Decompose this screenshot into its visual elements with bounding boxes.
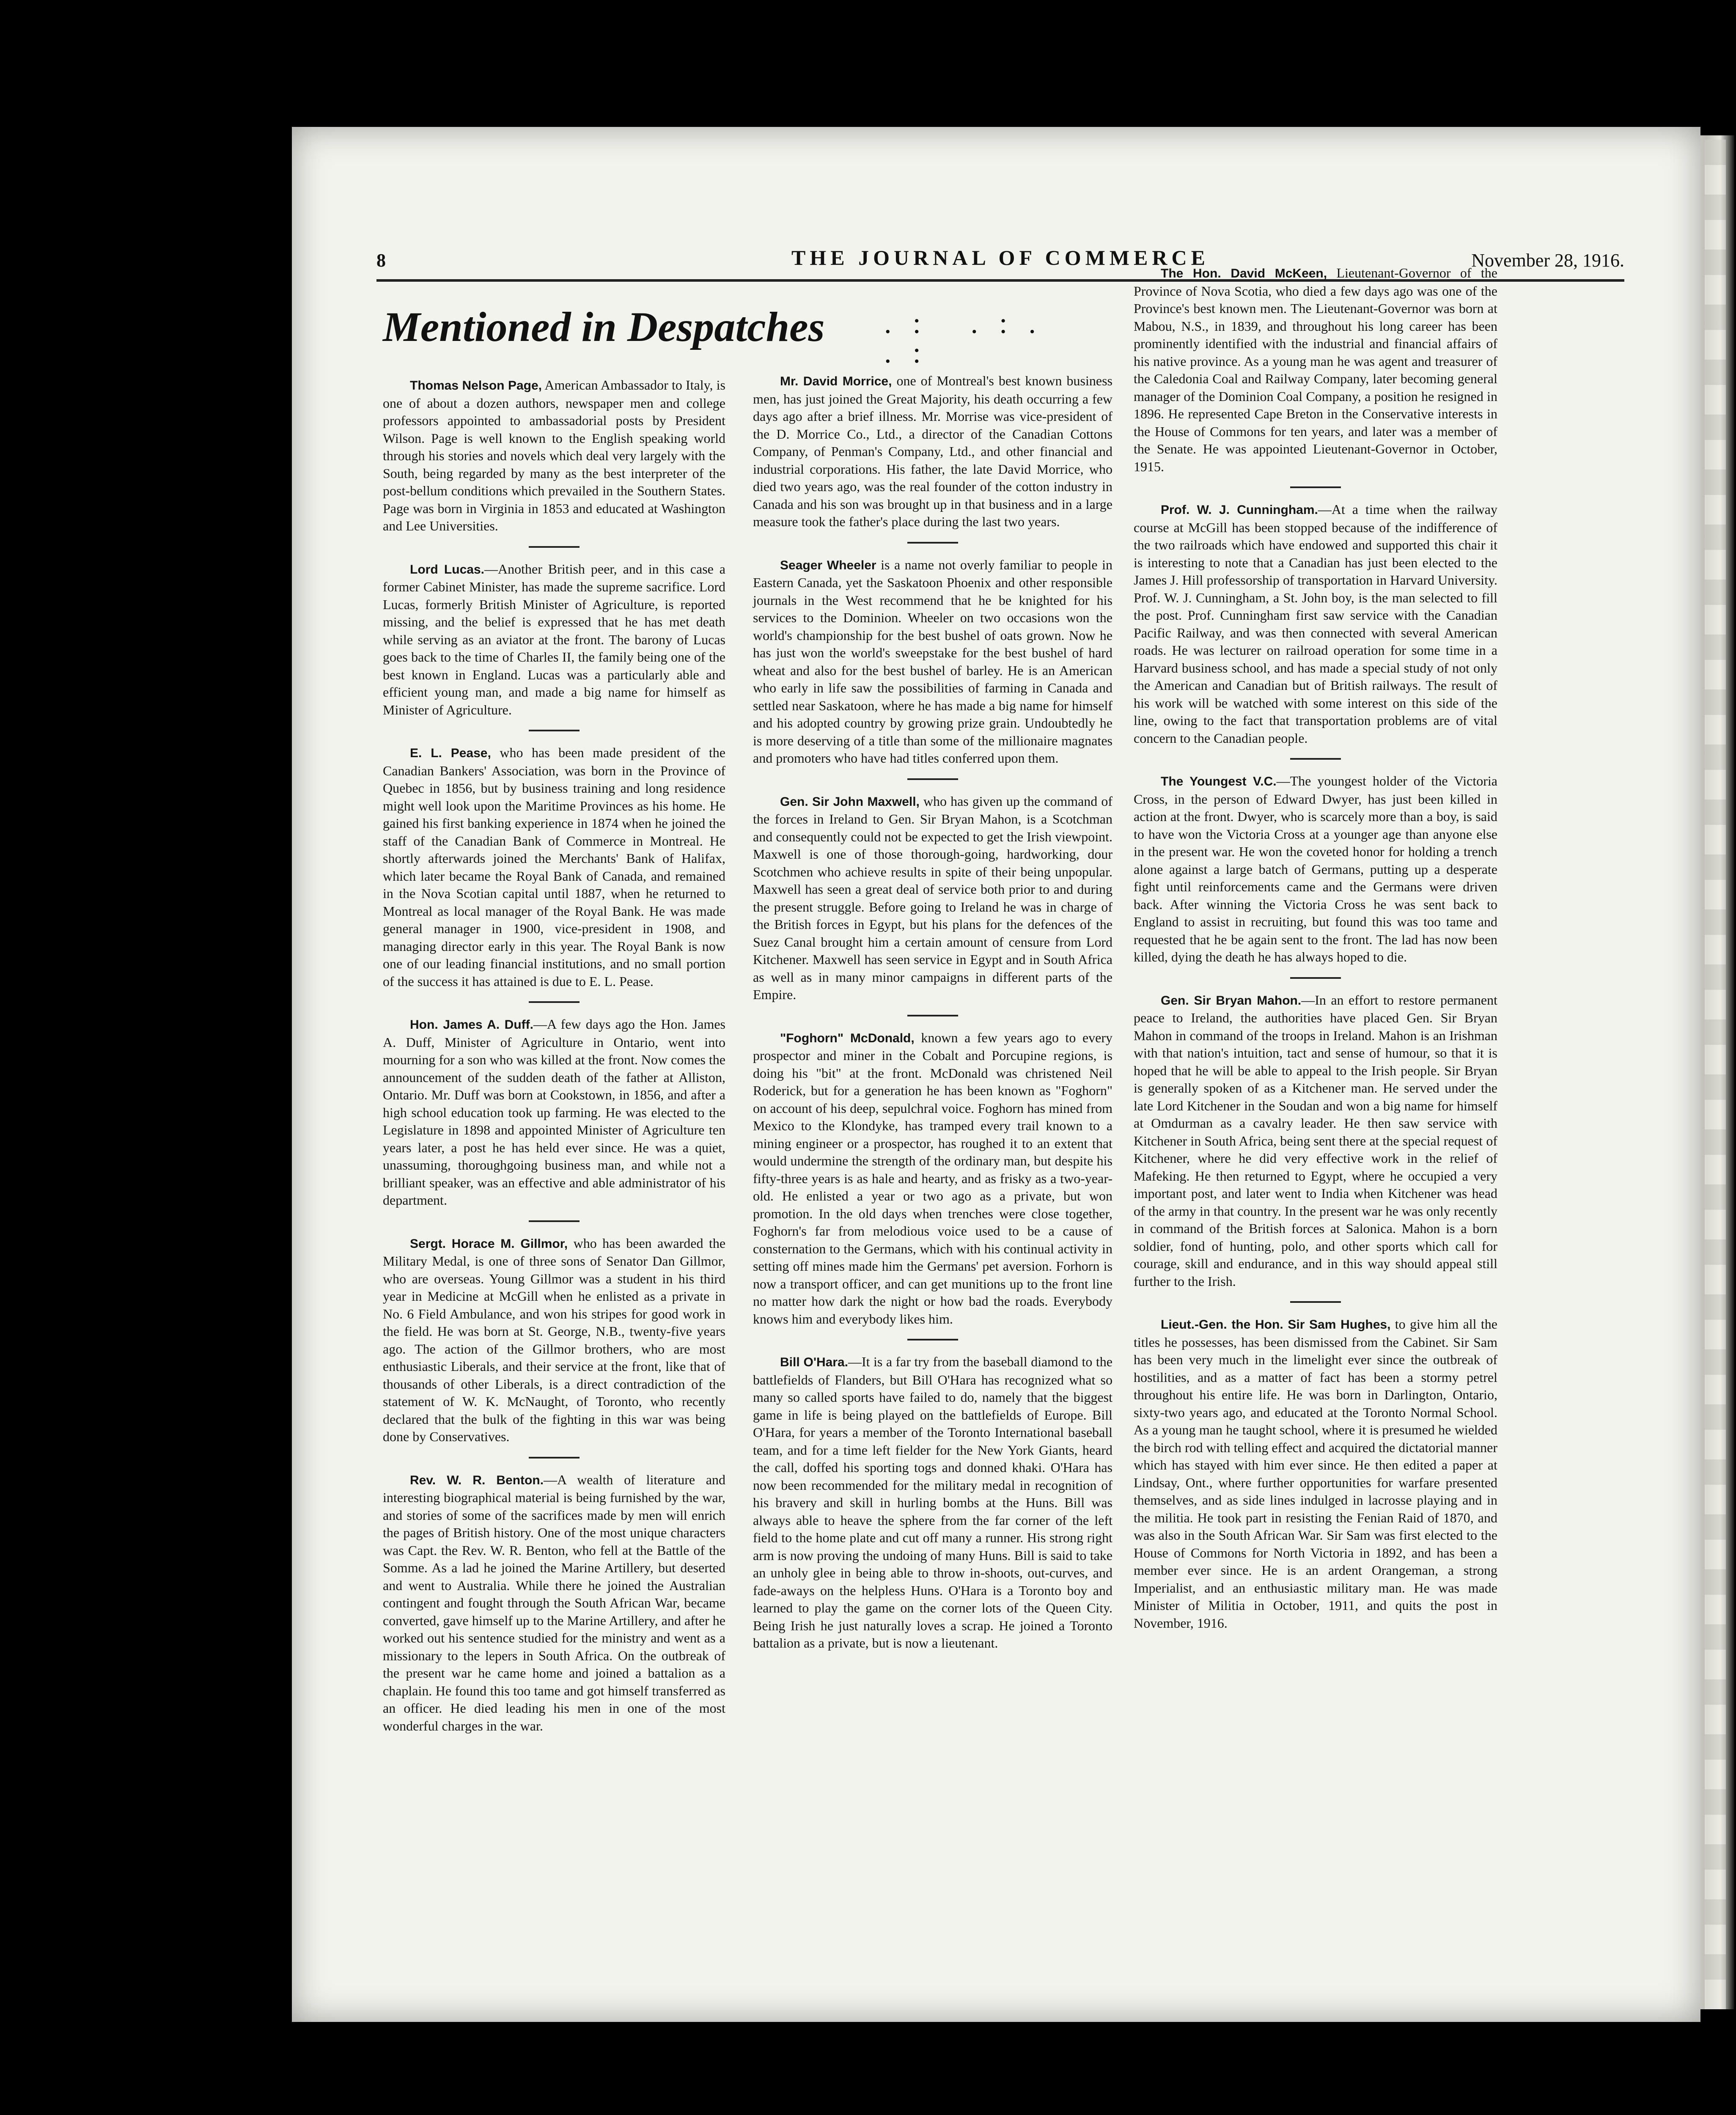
- column-3: [1134, 264, 1497, 1632]
- article-body: who has given up the command of the forces in Ireland to Gen. Sir Bryan Mahon, is a Scotchman and consequently could not be expected to get the Irish viewpoint. Maxwell is one of those thorough-going, hardworking, dour Scotchmen who achieve results in spite of their being unpopular. Maxwell has seen a great deal of service both prior to and during the present struggle. Before going to Ireland he was in charge of the British forces in Egypt, but his plans for the defences of the Suez Canal brought him a certain amount of censure from Lord Kitchener. Maxwell has seen service in Egypt and in South Africa as well as in many minor campaigns in different parts of the Empire.: [753, 793, 1113, 1002]
- article-separator: [1290, 977, 1341, 979]
- column-2: [753, 372, 1112, 1652]
- article-name: Lord Lucas.: [410, 562, 484, 577]
- article: [1134, 264, 1497, 475]
- article-separator: [529, 546, 580, 548]
- article-name: Gen. Sir John Maxwell,: [780, 794, 920, 809]
- article-body: American Ambassador to Italy, is one of about a dozen authors, newspaper men and college professors appointed to ambassadorial posts by President Wilson. Page is well known to the English speaking world through his stories and novels which deal very largely with the South, being regarded by many as the best interpreter of the post-bellum conditions which prevailed in the Southern States. Page was born in Virginia in 1853 and educated at Washington and Lee Universities.: [383, 377, 726, 533]
- article: [383, 1016, 725, 1209]
- article-body: who has been awarded the Military Medal, is one of three sons of Senator Dan Gillmor, who are overseas. Young Gillmor was a student in his third year in Medicine at McGill when he enlisted as a private in No. 6 Field Ambulance, and won his stripes for good work in the field. He was born at St. George, N.B., twenty-five years ago. The action of the Gillmor brothers, who are most enthusiastic Liberals, and their service at the front, like that of thousands of other Liberals, is a direct contradiction of the statement of W. K. McNaught, of Toronto, who recently declared that the bulk of the fighting in this war was being done by Conservatives.: [383, 1235, 726, 1444]
- article-name: Seager Wheeler: [780, 558, 876, 572]
- article-separator: [529, 730, 580, 731]
- article: [1134, 992, 1497, 1291]
- article: [753, 1029, 1112, 1328]
- article-separator: [907, 542, 958, 544]
- article: [383, 1235, 725, 1446]
- article-separator: [907, 1339, 958, 1340]
- article-body: —A few days ago the Hon. James A. Duff, Minister of Agriculture in Ontario, went into mourning for a son who was killed at the front. Now comes the announcement of the sudden death of the father at Alliston, Ontario. Mr. Duff was born at Cookstown, in 1856, and after a high school education took up farming. He was elected to the Legislature in 1898 and appointed Minister of Agriculture ten years later, a post he has held ever since. He was a quiet, unassuming, thoroughgoing business man, and while not a brilliant speaker, was an effective and able administrator of his department.: [383, 1016, 725, 1208]
- article-name: E. L. Pease,: [410, 746, 491, 760]
- article-body: is a name not overly familiar to people in Eastern Canada, yet the Saskatoon Phoenix and other responsible journals in the West recommend that he be knighted for his services to the Dominion. Wheeler on two occasions won the world's championship for the best bushel of oats grown. Now he has just won the world's sweepstake for the best bushel of hard wheat and also for the best bushel of barley. He is an American who early in life saw the possibilities of farming in Canada and settled near Saskatoon, where he has made a big name for himself and his adopted country by growing prize grain. Undoubtedly he is more deserving of a title than some of the millionaire magnates and promoters who have had titles conferred upon them.: [753, 557, 1113, 766]
- article-name: The Youngest V.C.: [1161, 775, 1277, 788]
- article-body: one of Montreal's best known business men, has just joined the Great Majority, his death occurring a few days ago after a brief illness. Mr. Morrise was vice-president of the D. Morrice Co., Ltd., a director of the Canadian Cottons Company, of Penman's Company, Ltd., and other financial and industrial corporations. His father, the late David Morrice, who died two years ago, was the real founder of the cotton industry in Canada and his son was brought up in that business and in a large measure took the father's place during the last two years.: [753, 373, 1112, 529]
- article-separator: [1290, 758, 1341, 760]
- article-separator: [1290, 486, 1341, 488]
- title-ornament: .: .:. .:: [884, 307, 1057, 369]
- section-title: Mentioned in Despatches: [383, 303, 825, 350]
- article: [1134, 772, 1497, 966]
- article-name: Lieut.-Gen. the Hon. Sir Sam Hughes,: [1161, 1318, 1391, 1332]
- article-body: —A wealth of literature and interesting biographical material is being furnished by the war, and stories of some of the sacrifices made by men will enrich the pages of British history. One of the most unique characters was Capt. the Rev. W. R. Benton, who fell at the Battle of the Somme. As a lad he joined the Marine Artillery, but deserted and went to Australia. While there he joined the Australian contingent and fought through the South African War, became converted, gave himself up to the Marine Artillery, and after he worked out his sentence studied for the ministry and went as a missionary to the lepers in South Africa. On the outbreak of the present war he came home and joined a battalion as a chaplain. He found this too tame and got himself transferred as an officer. He died leading his men in one of the most wonderful charges in the war.: [383, 1472, 725, 1733]
- article-name: Thomas Nelson Page,: [410, 379, 542, 393]
- article: [1134, 1316, 1497, 1632]
- article: [383, 1471, 725, 1735]
- article: [1134, 501, 1497, 747]
- article-body: to give him all the titles he possesses, has been dismissed from the Cabinet. Sir Sam has been very much in the limelight ever since the outbreak of hostilities, and as a matter of fact has been a stormy petrel throughout his entire life. He was born in Darlington, Ontario, sixty-two years ago, and educated at the Toronto Normal School. As a young man he taught school, where it is presumed he wielded the birch rod with telling effect and acquired the dictatorial manner which has stayed with him ever since. He then edited a paper at Lindsay, Ont., where further opportunities for warfare presented themselves, and as side lines indulged in lacrosse playing and in the militia. He took part in resisting the Fenian Raid of 1870, and was also in the South African War. Sir Sam was first elected to the House of Commons for North Victoria in 1892, and has been a member ever since. He is an ardent Orangeman, a strong Imperialist, and an enthusiastic military man. He was made Minister of Militia in October, 1911, and quits the post in November, 1916.: [1134, 1316, 1497, 1631]
- article-body: —The youngest holder of the Victoria Cross, in the person of Edward Dwyer, has just been killed in action at the front. Dwyer, who is scarcely more than a boy, is said to have won the Victoria Cross at a younger age than anyone else in the present war. He won the coveted honor for holding a trench alone against a large batch of Germans, putting up a desperate fight until reinforcements came and the Germans were driven back. After winning the Victoria Cross he was sent back to England to assist in recruiting, but found this was too tame and requested that he be again sent to the front. The lad has now been killed, dying the death he has always hoped to die.: [1134, 773, 1498, 964]
- article-name: Gen. Sir Bryan Mahon.: [1161, 993, 1302, 1008]
- article-separator: [907, 1015, 958, 1016]
- article: [383, 744, 725, 990]
- article-body: who has been made president of the Canadian Bankers' Association, was born in the Province of Quebec in 1856, but by business training and long residence might well look upon the Maritime Provinces as his home. He gained his first banking experience in 1874 when he joined the staff of the Canadian Bank of Commerce in Montreal. He shortly afterwards joined the Merchants' Bank of Halifax, which later became the Royal Bank of Canada, and remained in the Nova Scotian capital until 1887, when he returned to Montreal as local manager of the Royal Bank. He was made general manager in 1900, vice-president in 1908, and managing director early in this year. The Royal Bank is now one of our leading financial institutions, and no small portion of the success it has attained is due to E. L. Pease.: [383, 745, 726, 989]
- page-number: 8: [376, 250, 386, 271]
- article-separator: [529, 1457, 580, 1459]
- article-body: —Another British peer, and in this case a former Cabinet Minister, has made the supreme sacrifice. Lord Lucas, formerly British Minister of Agriculture, is reported missing, and the belief is expressed that he has met death while serving as an aviator at the front. The barony of Lucas goes back to the time of Charles II, the family being one of the best known in England. Lucas was a particularly able and efficient young man, and made a big name for himself as Minister of Agriculture.: [383, 561, 726, 717]
- article-name: Rev. W. R. Benton.: [410, 1473, 544, 1487]
- article: [753, 556, 1112, 767]
- article-name: The Hon. David McKeen,: [1161, 266, 1327, 280]
- article: [383, 560, 725, 719]
- article: [383, 376, 725, 535]
- article-name: Mr. David Morrice,: [780, 374, 892, 388]
- journal-title: THE JOURNAL OF COMMERCE: [791, 246, 1209, 269]
- article: [753, 372, 1112, 531]
- issue-date: November 28, 1916.: [1471, 250, 1624, 271]
- article: [753, 1353, 1112, 1652]
- article-name: Hon. James A. Duff.: [410, 1018, 533, 1032]
- article-body: —It is a far try from the baseball diamond to the battlefields of Flanders, but Bill O'Hara has recognized what so many so called sports have failed to do, namely that the biggest game in life is being played on the battlefields of Europe. Bill O'Hara, for years a member of the Toronto International baseball team, and for a time left fielder for the New York Giants, heard the call, doffed his sporting togs and donned khaki. O'Hara has now been recommended for the military medal in recognition of his bravery and skill in hurling bombs at the Huns. Bill was always able to heave the sphere from the far corner of the left field to the home plate and cut off many a runner. His strong right arm is now proving the undoing of many Huns. Bill is said to take an unholy glee in being able to throw in-shoots, out-curves, and fade-aways on the helpless Huns. O'Hara is a Toronto boy and learned to play the game on the corner lots of the Queen City. Being Irish he just naturally loves a scrap. He joined a Toronto battalion as a private, but is now a lieutenant.: [753, 1354, 1112, 1651]
- article-body: —In an effort to restore permanent peace to Ireland, the authorities have placed Gen. Sir Bryan Mahon in command of the troops in Ireland. Mahon is an Irishman with that nation's intuition, tact and sense of humour, so that it is hoped that he will be able to appeal to the Irish people. Sir Bryan is generally spoken of as a Kitchener man. He served under the late Lord Kitchener in the Soudan and won a big name for himself at Omdurman as a cavalry leader. He then saw service with Kitchener in South Africa, being sent there at the special request of Kitchener, where he did very effective work in the relief of Mafeking. He then returned to Egypt, where he occupied a very important post, and later went to India when Kitchener was head of the army in that country. In the present war he was only recently in command of the British forces at Salonica. Mahon is a born soldier, fond of hunting, polo, and other sports which call for courage, skill and endurance, and in this way should appeal still further to the Irish.: [1134, 992, 1497, 1289]
- article-separator: [529, 1001, 580, 1003]
- article-separator: [529, 1220, 580, 1222]
- article-name: Bill O'Hara.: [780, 1355, 848, 1369]
- article-separator: [1290, 1301, 1341, 1303]
- article: [753, 793, 1112, 1004]
- article-body: —At a time when the railway course at McGill has been stopped because of the indifference of the two railroads which have endowed and supported this chair it is interesting to note that a Canadian has just been elected to the James J. Hill professorship of transportation in Harvard University. Prof. W. J. Cunningham, a St. John boy, is the man selected to fill the post. Prof. Cunningham first saw service with the Canadian Pacific Railway, and was then connected with several American roads. He was lecturer on railroad operation for some time in a Harvard business school, and has made a special study of not only the American and Canadian but of British railways. The result of his work will be watched with some interest on this side of the line, owing to the fact that transportation problems are of vital concern to the Canadian people.: [1134, 502, 1498, 746]
- article-body: known a few years ago to every prospector and miner in the Cobalt and Porcupine regions, is doing his "bit" at the front. McDonald was christened Neil Roderick, but for a generation he has been known as "Foghorn" on account of his deep, sepulchral voice. Foghorn has mined from Mexico to the Klondyke, has tramped every trail known to a mining engineer or a prospector, has roughed it to an extent that would undermine the strength of the ordinary man, but despite his fifty-three years is as hale and hearty, and as frisky as a two-year-old. He enlisted a year or two ago as a private, but won promotion. In the old days when trenches were close together, Foghorn's far from melodious voice used to be a cause of consternation to the Germans, which with his continual activity in setting off mines made him the Germans' pet aversion. Forhorn is now a transport officer, and can get munitions up to the front line no matter how dark the night or how bad the roads. Everybody knows him and everybody likes him.: [753, 1030, 1113, 1327]
- adjacent-page-texture: [1705, 140, 1726, 2009]
- column-1: [383, 376, 725, 1735]
- article-body: Lieutenant-Governor of the Province of Nova Scotia, who died a few days ago was one of the Province's best known men. The Lieutenant-Governor was born at Mabou, N.S., in 1839, and throughout his long career has been prominently identified with the industrial and financial affairs of his native province. As a young man he was agent and treasurer of the Caledonia Coal and Railway Company, later becoming general manager of the Dominion Coal Company, a position he resigned in 1896. He represented Cape Breton in the Conservative interests in the House of Commons for ten years, and later was a member of the Senate. He was appointed Lieutenant-Governor in October, 1915.: [1134, 265, 1498, 474]
- article-separator: [907, 778, 958, 780]
- newspaper-page: [292, 127, 1700, 2022]
- article-name: Sergt. Horace M. Gillmor,: [410, 1236, 568, 1251]
- article-name: "Foghorn" McDonald,: [780, 1031, 915, 1045]
- article-name: Prof. W. J. Cunningham.: [1161, 503, 1318, 517]
